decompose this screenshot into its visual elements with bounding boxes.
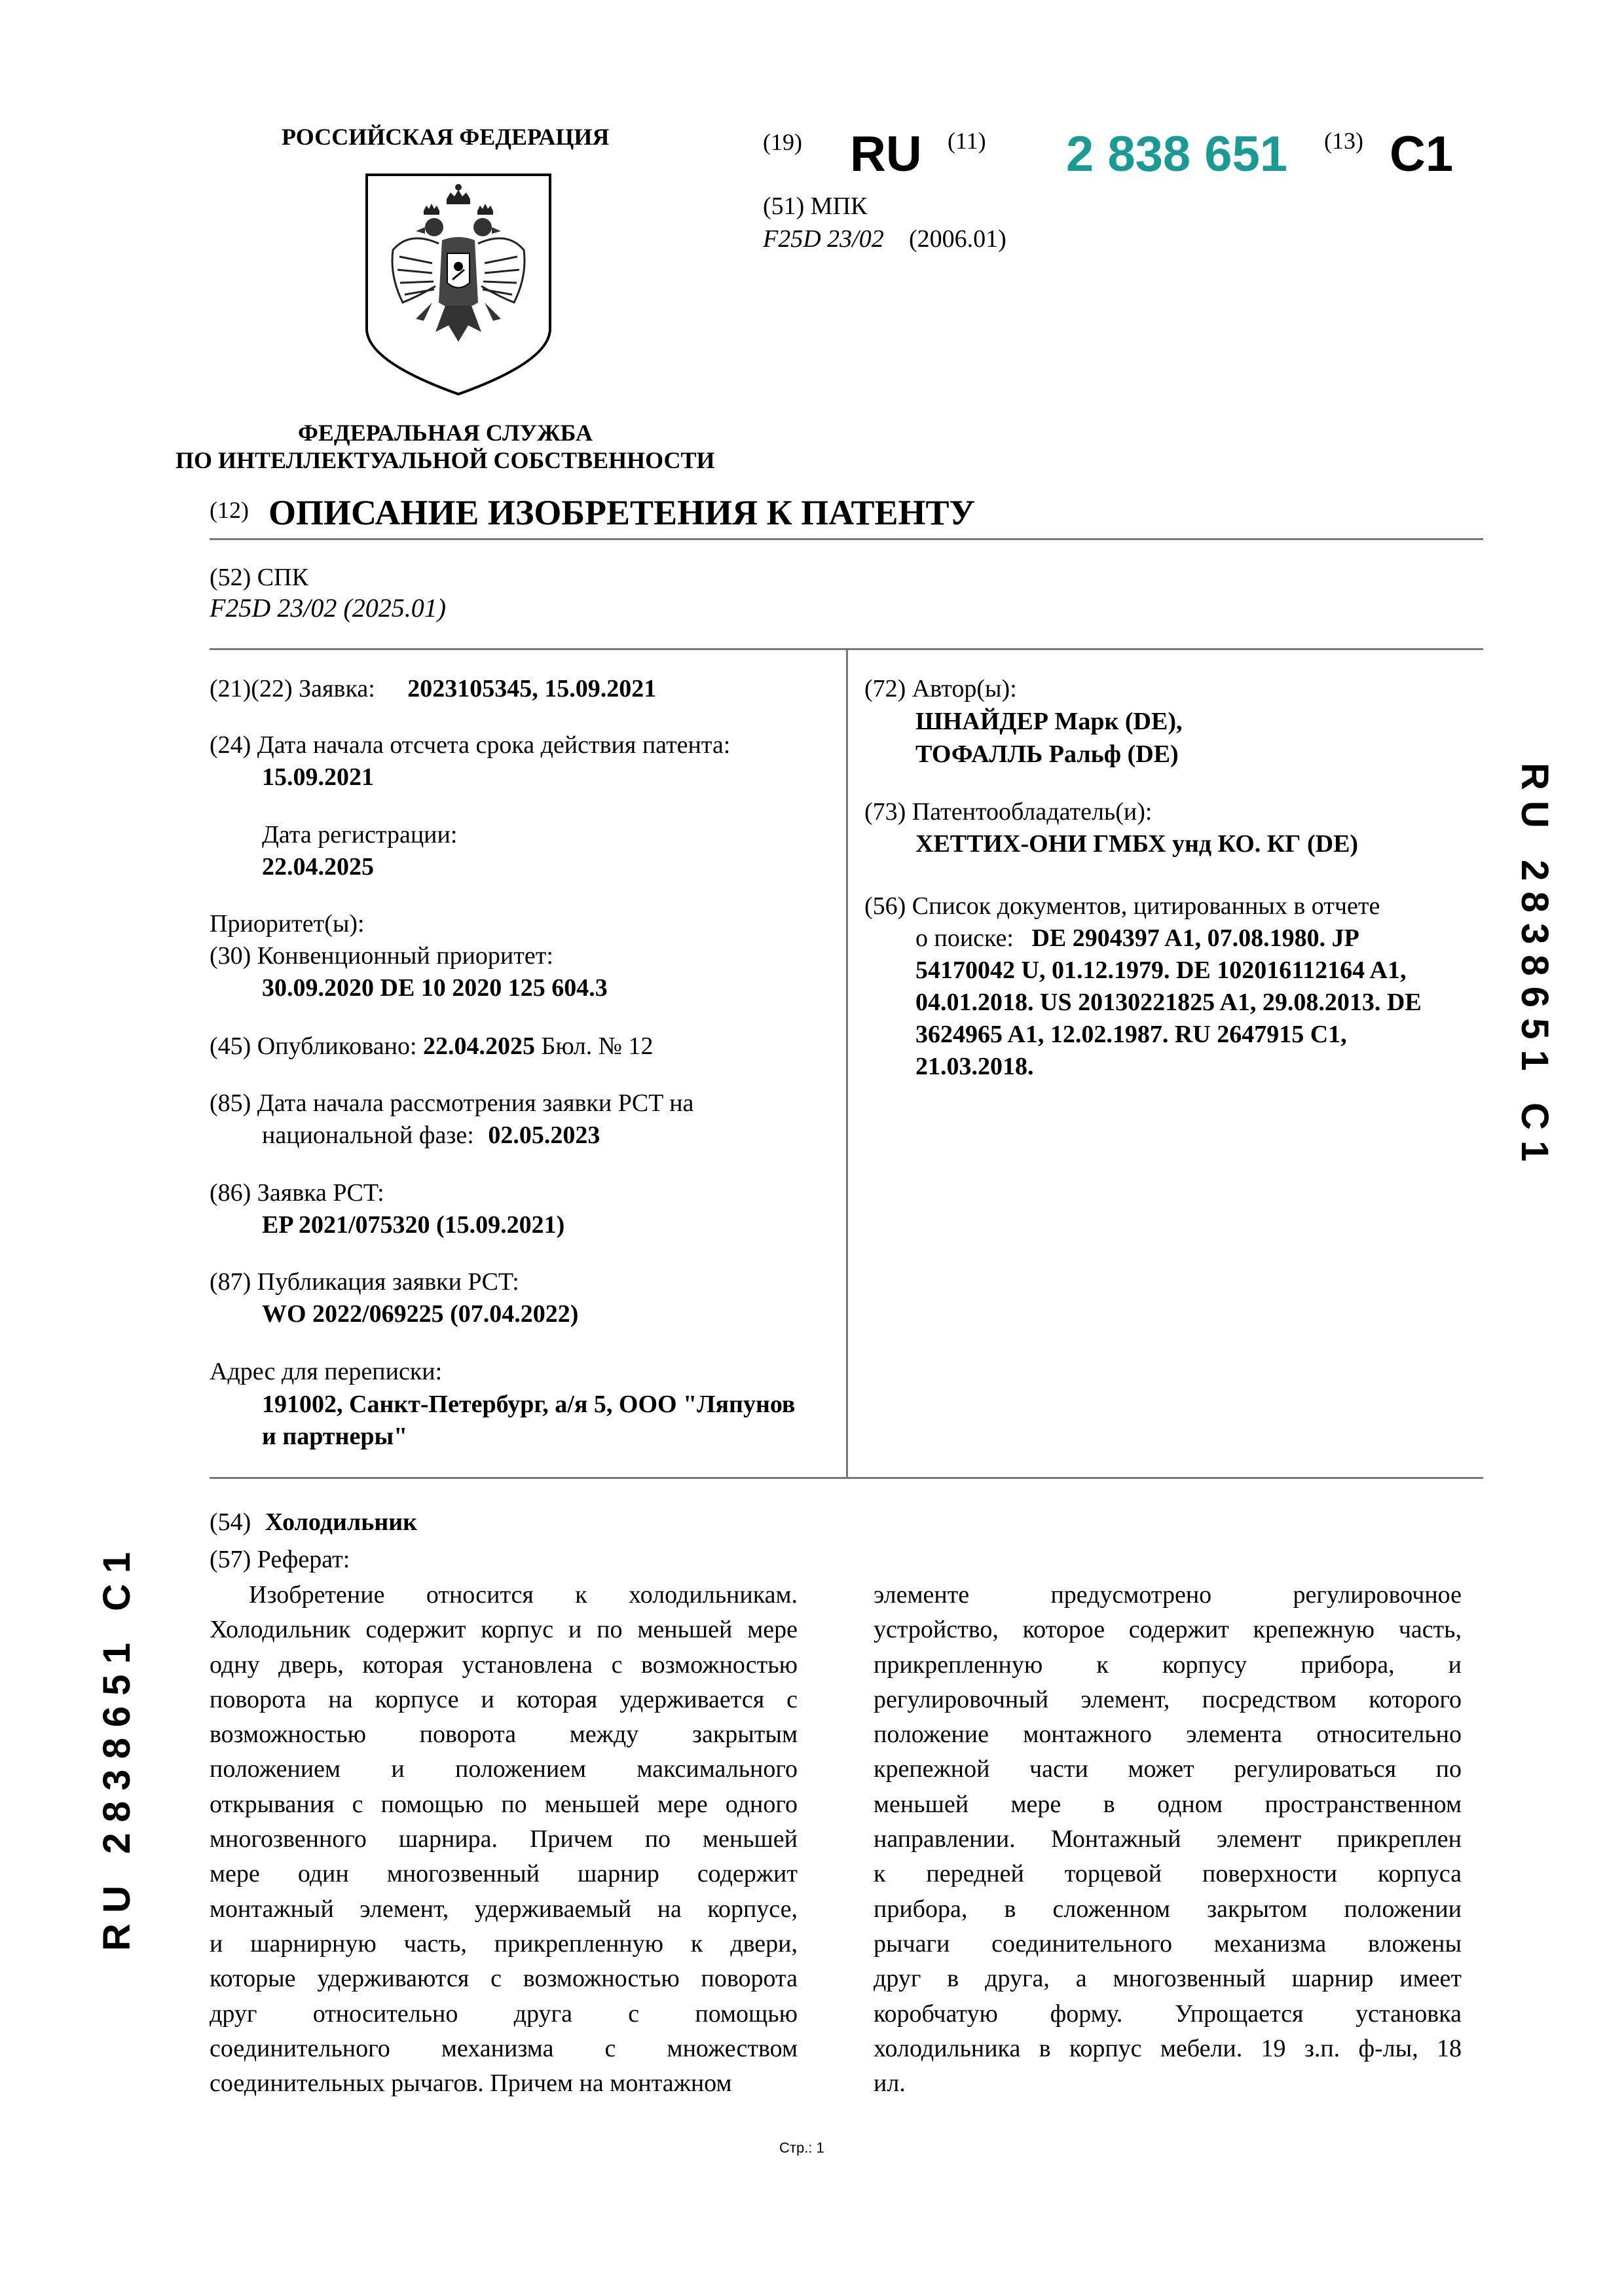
abstract-line: элементе предусмотрено регулировочное — [874, 1581, 1462, 1609]
abstract-line: соединительных рычагов. Причем на монтажном — [210, 2069, 732, 2098]
pct-review-label-1: (85) Дата начала рассмотрения заявки PCT на — [210, 1089, 694, 1117]
abstract-line: соединительного механизма с множеством — [210, 2034, 798, 2062]
agency-name-line1: ФЕДЕРАЛЬНАЯ СЛУЖБА — [298, 420, 593, 446]
abstract-line: открывания с помощью по меньшей мере одного — [210, 1790, 798, 1818]
published-field: (45) Опубликовано: 22.04.2025 Бюл. № 12 — [210, 1032, 654, 1060]
coat-of-arms-emblem — [363, 172, 553, 397]
pct-pub-label: (87) Публикация заявки PCT: — [210, 1268, 519, 1296]
ipc-version: (2006.01) — [909, 225, 1006, 253]
ipc-label: (51) МПК — [763, 192, 868, 220]
code-11: (11) — [948, 128, 986, 154]
cpc-value: F25D 23/02 (2025.01) — [210, 593, 447, 623]
code-19: (19) — [763, 129, 802, 155]
abstract-line: регулировочный элемент, посредством которого — [874, 1685, 1462, 1713]
abstract-line: холодильника в корпус мебели. 19 з.п. ф-лы, 18 — [874, 2034, 1462, 2062]
citations-line-3: 04.01.2018. US 20130221825 A1, 29.08.2013. DE — [915, 989, 1422, 1016]
pct-pub-value: WO 2022/069225 (07.04.2022) — [262, 1300, 579, 1328]
citations-line-2: 54170042 U, 01.12.1979. DE 102016112164 A1, — [915, 957, 1407, 984]
abstract-line: возможностью поворота между закрытым — [210, 1721, 798, 1749]
author-1: ШНАЙДЕР Марк (DE), — [915, 708, 1183, 735]
side-mark-left: R U 2 8 3 8 6 5 1 C 1 — [96, 1552, 138, 1951]
ipc-class: F25D 23/02 — [763, 225, 884, 253]
abstract-line: рычаги соединительного механизма вложены — [874, 1929, 1462, 1958]
invention-title: (54) Холодильник — [210, 1508, 418, 1536]
country-name: РОССИЙСКАЯ ФЕДЕРАЦИЯ — [282, 124, 610, 150]
code-13: (13) — [1324, 128, 1363, 154]
author-2: ТОФАЛЛЬ Ральф (DE) — [915, 740, 1179, 768]
abstract-line: крепежной части может регулироваться по — [874, 1755, 1462, 1783]
application-field: (21)(22) Заявка: 2023105345, 15.09.2021 — [210, 675, 657, 702]
pct-app-label: (86) Заявка PCT: — [210, 1179, 384, 1207]
term-start-value: 15.09.2021 — [262, 763, 374, 791]
abstract-line: поворота на корпусе и которая удерживается с — [210, 1685, 798, 1713]
citations-line-4: 3624965 A1, 12.02.1987. RU 2647915 C1, — [915, 1021, 1347, 1048]
abstract-line: одну дверь, которая установлена с возможностью — [210, 1650, 798, 1679]
search-field: о поиске: DE 2904397 A1, 07.08.1980. JP — [915, 924, 1359, 952]
abstract-column-1 — [210, 1578, 798, 2101]
registration-value: 22.04.2025 — [262, 853, 374, 881]
address-label: Адрес для переписки: — [210, 1358, 443, 1385]
title-divider — [210, 538, 1483, 540]
abstract-line: прикрепленную к корпусу прибора, и — [874, 1650, 1462, 1679]
citations-line-5: 21.03.2018. — [915, 1053, 1034, 1080]
document-title: ОПИСАНИЕ ИЗОБРЕТЕНИЯ К ПАТЕНТУ — [268, 493, 976, 532]
abstract-line: монтажный элемент, удерживаемый на корпусе, — [210, 1895, 798, 1923]
abstract-line: положением и положением максимального — [210, 1755, 798, 1783]
abstract-line: направлении. Монтажный элемент прикреплен — [874, 1825, 1462, 1853]
country-code-ru: RU — [850, 126, 922, 182]
column-divider — [846, 648, 848, 1478]
authors-label: (72) Автор(ы): — [864, 675, 1017, 702]
title-code: (12) — [210, 497, 249, 523]
term-start-label: (24) Дата начала отсчета срока действия патента: — [210, 731, 731, 759]
abstract-line: устройство, которое содержит крепежную часть, — [874, 1616, 1462, 1644]
owner-label: (73) Патентообладатель(и): — [864, 798, 1153, 826]
side-mark-right: R U 2 8 3 8 6 5 1 C 1 — [1513, 763, 1556, 1162]
abstract-line: многозвенного шарнира. Причем по меньшей — [210, 1825, 798, 1853]
patent-number: 2 838 651 — [1066, 126, 1288, 182]
kind-code: C1 — [1390, 126, 1454, 182]
abstract-line: друг в друга, а многозвенный шарнир имеет — [874, 1965, 1462, 1993]
abstract-line: и шарнирную часть, прикрепленную к двери, — [210, 1929, 798, 1958]
abstract-line: друг относительно друга с помощью — [210, 1999, 798, 2028]
owner-value: ХЕТТИХ-ОНИ ГМБХ унд КО. КГ (DE) — [915, 830, 1359, 858]
pct-app-value: EP 2021/075320 (15.09.2021) — [262, 1211, 565, 1239]
abstract-line: меньшей мере в одном пространственном — [874, 1790, 1462, 1818]
abstract-line: коробчатую форму. Упрощается установка — [874, 1999, 1462, 2028]
abstract-line: ил. — [874, 2069, 906, 2098]
abstract-line: положение монтажного элемента относительно — [874, 1721, 1462, 1749]
registration-label: Дата регистрации: — [262, 821, 458, 848]
abstract-line: мере один многозвенный шарнир содержит — [210, 1860, 798, 1888]
pct-review-field: национальной фазе: 02.05.2023 — [262, 1121, 600, 1149]
abstract-label: (57) Реферат: — [210, 1546, 350, 1573]
address-line1: 191002, Санкт-Петербург, а/я 5, ООО "Ляпунов — [262, 1391, 796, 1418]
abstract-line: Изобретение относится к холодильникам. — [249, 1581, 798, 1609]
priority-label: Приоритет(ы): — [210, 910, 365, 938]
address-line2: и партнеры" — [262, 1423, 408, 1450]
page-number: Стр.: 1 — [779, 2140, 824, 2156]
abstract-line: к передней торцевой поверхности корпуса — [874, 1860, 1462, 1888]
search-label-1: (56) Список документов, цитированных в отчете — [864, 892, 1380, 920]
abstract-column-2 — [874, 1578, 1462, 2101]
convention-label: (30) Конвенционный приоритет: — [210, 942, 553, 970]
abstract-line: Холодильник содержит корпус и по меньшей мере — [210, 1616, 798, 1644]
abstract-line: которые удерживаются с возможностью поворота — [210, 1965, 798, 1993]
agency-name-line2: ПО ИНТЕЛЛЕКТУАЛЬНОЙ СОБСТВЕННОСТИ — [175, 447, 715, 473]
biblio-divider — [210, 1477, 1483, 1479]
convention-value: 30.09.2020 DE 10 2020 125 604.3 — [262, 974, 608, 1002]
abstract-line: прибора, в сложенном закрытом положении — [874, 1895, 1462, 1923]
cpc-label: (52) СПК — [210, 564, 308, 591]
